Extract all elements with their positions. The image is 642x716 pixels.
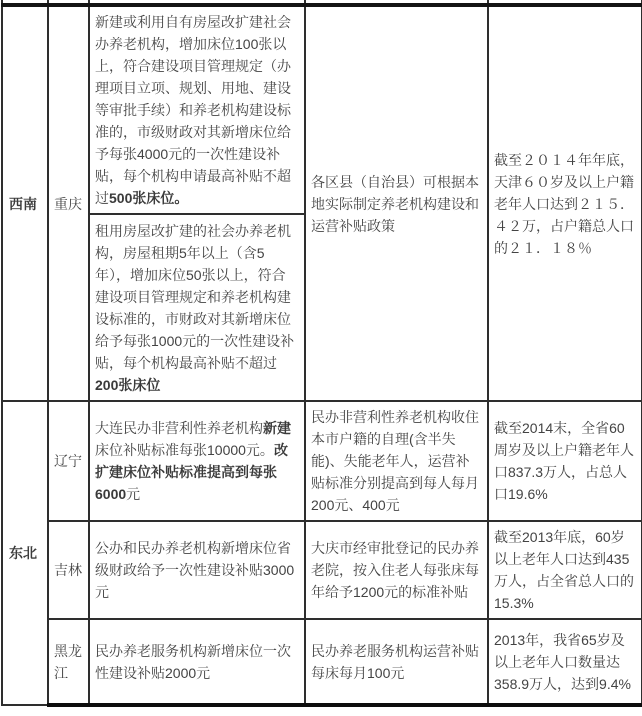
policy-text: 元 [126,486,141,502]
province-label-liaoning: 辽宁 [48,401,89,521]
row-heilongjiang [2,619,642,705]
policy-text: 租用房屋改扩建的社会办养老机构，房屋租期5年以上（含5年），增加床位50张以上，符合建设项目管理规定和养老机构建设标准的，市财政对其新增床位给予每张1000元的一次性建设补贴，每个机构最高补贴不超过 [95,222,295,371]
province-label-heilongjiang: 黑龙江 [48,619,89,705]
operation-policy-jilin: 大庆市经审批登记的民办养老院，按入住老人每张床每年给予1200元的标准补贴 [305,521,488,619]
policy-text: 新建或利用自有房屋改扩建社会办养老机构，增加床位100张以上，符合建设项目管理规定（办理项目立项、规划、用地、建设等审批手续）和养老机构建设标准的，市级财政对其新增床位给予每张4000元的一次性建设补贴，每个机构申请最高补贴不超过 [95,14,291,206]
operation-policy-chongqing: 各区县（自治县）可根据本地实际制定养老机构建设和运营补贴政策 [305,5,488,401]
province-label-chongqing: 重庆 [48,5,89,401]
region-label-southwest: 西南 [2,5,48,401]
policy-text-bold: 新建 [263,420,291,436]
policy-text-bold: 500张床位。 [109,190,189,206]
policy-text-bold: 200张床位 [95,376,161,393]
construction-policy-jilin: 公办和民办养老机构新增床位省级财政给予一次性建设补贴3000元 [89,521,305,619]
stats-heilongjiang: 2013年，我省65岁及以上老年人口数量达358.9万人，达到9.4% [488,619,642,705]
elderly-care-subsidy-table [1,0,642,707]
province-label-jilin: 吉林 [48,521,89,619]
policy-text: 床位补贴标准每张10000元。 [95,442,274,458]
stats-chongqing: 截至２０１４年年底，天津６０岁及以上户籍老年人口达到２１５．４２万，占户籍总人口的２１．１８％ [488,5,642,401]
row-jilin [2,521,642,619]
operation-policy-heilongjiang: 民办养老服务机构运营补贴每床每月100元 [305,619,488,705]
policy-text: 大连民办非营利性养老机构 [95,420,263,436]
row-liaoning [2,401,642,521]
construction-policy-liaoning [89,401,305,521]
construction-policy-chongqing-rented-house [89,214,305,401]
construction-policy-heilongjiang: 民办养老服务机构新增床位一次性建设补贴2000元 [89,619,305,705]
row-chongqing-own-house [2,5,642,214]
region-label-northeast: 东北 [2,401,48,705]
stats-jilin: 截至2013年底，60岁以上老年人口达到435万人，占全省总人口的15.3% [488,521,642,619]
operation-policy-liaoning: 民办非营利性养老机构收住本市户籍的自理(含半失能)、失能老年人，运营补贴标准分别提高到每人每月200元、400元 [305,401,488,521]
stats-liaoning: 截至2014末，全省60周岁及以上户籍老年人口837.3万人，占总人口19.6% [488,401,642,521]
construction-policy-chongqing-own-house [89,5,305,214]
policy-text-bold: 改扩建床位补贴标准提高到每张6000 [95,442,288,502]
